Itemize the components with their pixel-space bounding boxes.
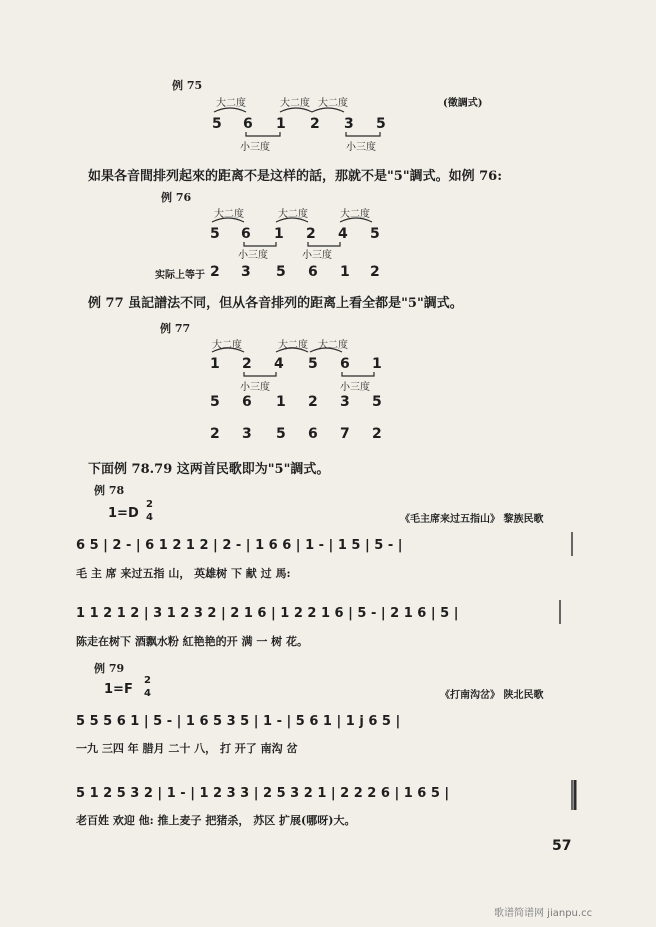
note: 2	[308, 394, 318, 410]
interval-label: 大二度	[214, 209, 244, 220]
interval-bracket	[340, 218, 372, 222]
interval-bracket	[246, 132, 280, 136]
interval-label: 大二度	[340, 209, 370, 220]
lyrics-line: 一九 三四 年 腊月 二十 八， 打 开了 南沟 岔	[76, 742, 298, 755]
note: 6	[340, 356, 350, 372]
note: 5	[370, 226, 380, 242]
interval-bracket	[214, 108, 246, 112]
interval-label: 大二度	[280, 98, 310, 109]
interval-label: 大二度	[318, 340, 348, 351]
interval-label: 小三度	[238, 250, 268, 261]
note: 2	[210, 426, 220, 442]
interval-bracket	[346, 132, 380, 136]
note: 2	[306, 226, 316, 242]
example-76-label: 例 76	[161, 191, 192, 204]
page-number: 57	[552, 838, 572, 854]
key-signature: 1=D	[108, 506, 139, 521]
key-signature: 1=F	[104, 682, 133, 697]
equivalent-label: 实际上等于	[155, 270, 205, 281]
paragraph-3: 下面例 78.79 这两首民歌即为"5"調式。	[88, 462, 330, 477]
note: 1	[210, 356, 220, 372]
note: 5	[210, 226, 220, 242]
interval-bracket	[308, 242, 340, 246]
time-signature-denominator: 4	[144, 688, 151, 699]
song-source: 《毛主席来过五指山》 黎族民歌	[400, 514, 544, 525]
interval-bracket	[342, 372, 374, 376]
note: 2	[370, 264, 380, 280]
interval-bracket	[276, 348, 308, 352]
interval-bracket	[312, 108, 344, 112]
example-77-label: 例 77	[160, 322, 191, 335]
time-signature-denominator: 4	[146, 512, 153, 523]
example-78-label: 例 78	[94, 484, 125, 497]
note: 1	[276, 116, 286, 132]
note: 7	[340, 426, 350, 442]
note: 3	[340, 394, 350, 410]
paragraph-1: 如果各音間排列起來的距离不是这样的話，那就不是"5"調式。如例 76:	[88, 169, 503, 184]
time-signature-numerator: 2	[146, 499, 153, 510]
interval-bracket	[276, 218, 308, 222]
interval-bracket	[212, 348, 244, 352]
lyrics-line: 陈走在树下 酒飘水粉 紅艳艳的开 满 一 树 花。	[76, 635, 308, 648]
notation-line: 5 1 2 5 3 2 | 1 - | 1 2 3 3 | 2 5 3 2 1 | 2 2 2 6 | 1 6 5 |	[76, 786, 450, 801]
note: 2	[210, 264, 220, 280]
note: 5	[376, 116, 386, 132]
note: 5	[276, 264, 286, 280]
song-source: 《打南沟岔》 陕北民歌	[440, 690, 544, 701]
note: 5	[210, 394, 220, 410]
interval-label: 大二度	[216, 98, 246, 109]
note: 6	[308, 426, 318, 442]
note: 3	[242, 426, 252, 442]
note: 3	[241, 264, 251, 280]
lyrics-line: 毛 主 席 来过五指 山， 英雄树 下 献 过 馬:	[76, 567, 291, 580]
note: 5	[308, 356, 318, 372]
note: 6	[241, 226, 251, 242]
note: 2	[310, 116, 320, 132]
example-79-label: 例 79	[94, 662, 125, 675]
notation-line: 5 5 5 6 1 | 5 - | 1 6 5 3 5 | 1 - | 5 6 1 | 1 j 6 5 |	[76, 714, 401, 729]
interval-label: 小三度	[340, 382, 370, 393]
paragraph-2: 例 77 虽記譜法不同，但从各音排列的距离上看全都是"5"調式。	[88, 296, 463, 311]
interval-bracket	[310, 348, 342, 352]
example-75-mode: (徵調式)	[443, 98, 483, 109]
interval-bracket	[244, 372, 276, 376]
interval-label: 小三度	[240, 382, 270, 393]
interval-label: 大二度	[278, 209, 308, 220]
note: 6	[242, 394, 252, 410]
note: 4	[274, 356, 284, 372]
watermark: 歌谱简谱网 jianpu.cc	[494, 908, 593, 919]
note: 4	[338, 226, 348, 242]
interval-label: 大二度	[278, 340, 308, 351]
note: 2	[372, 426, 382, 442]
notation-line: 6 5 | 2 - | 6 1 2 1 2 | 2 - | 1 6 6 | 1 - | 1 5 | 5 - |	[76, 538, 403, 553]
note: 1	[372, 356, 382, 372]
lyrics-line: 老百姓 欢迎 他: 推上麦子 把猪杀， 苏区 扩展(哪呀)大。	[76, 814, 356, 827]
interval-bracket	[280, 108, 312, 112]
note: 3	[344, 116, 354, 132]
note: 6	[243, 116, 253, 132]
example-75-label: 例 75	[172, 79, 203, 92]
interval-bracket	[212, 218, 244, 222]
note: 1	[274, 226, 284, 242]
interval-label: 大二度	[212, 340, 242, 351]
note: 1	[340, 264, 350, 280]
interval-label: 小三度	[302, 250, 332, 261]
interval-label: 小三度	[240, 142, 270, 153]
notation-line: 1 1 2 1 2 | 3 1 2 3 2 | 2 1 6 | 1 2 2 1 6 | 5 - | 2 1 6 | 5 |	[76, 606, 459, 621]
note: 5	[212, 116, 222, 132]
interval-bracket	[244, 242, 276, 246]
note: 5	[276, 426, 286, 442]
time-signature-numerator: 2	[144, 675, 151, 686]
interval-label: 大二度	[318, 98, 348, 109]
note: 1	[276, 394, 286, 410]
note: 6	[308, 264, 318, 280]
note: 5	[372, 394, 382, 410]
interval-label: 小三度	[346, 142, 376, 153]
note: 2	[242, 356, 252, 372]
